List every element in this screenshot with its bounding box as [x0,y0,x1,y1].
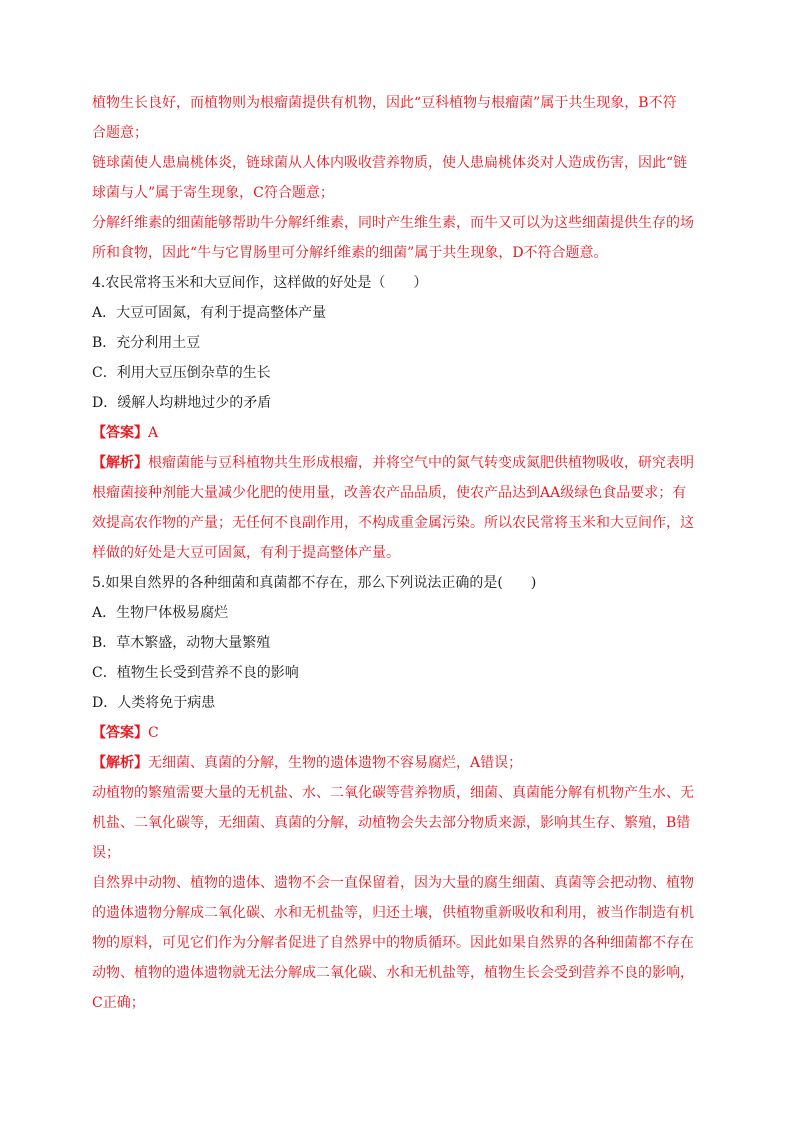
question-stem: 5.如果自然界的各种细菌和真菌都不存在，那么下列说法正确的是( ) [92,575,537,591]
option-b: B．草木繁盛，动物大量繁殖 [92,635,271,651]
answer-line [92,418,712,448]
analysis-line: C正确； [92,995,145,1011]
document-page [92,88,712,1018]
analysis-line: 根瘤菌接种剂能大量减少化肥的使用量，改善农产品品质，使农产品达到AA级绿色食品要求；有 [92,485,687,501]
analysis-line [92,448,712,478]
answer-tag: 【答案】 [92,425,148,441]
analysis-line: 样做的好处是大豆可固氮，有利于提高整体产量。 [92,545,400,561]
option-c: C．利用大豆压倒杂草的生长 [92,365,271,381]
prev-explanation [92,88,712,268]
explanation-line: 链球菌使人患扁桃体炎，链球菌从人体内吸收营养物质，使人患扁桃体炎对人造成伤害，因此“链 [92,155,688,171]
explanation-line: 球菌与人”属于寄生现象，C符合题意； [92,185,334,201]
option-b: B．充分利用土豆 [92,335,201,351]
option-d: D．人类将免于病患 [92,695,216,711]
option-c: C．植物生长受到营养不良的影响 [92,665,299,681]
analysis-text: 根瘤菌能与豆科植物共生形成根瘤，并将空气中的氮气转变成氮肥供植物吸收，研究表明 [148,455,694,471]
analysis-line: 动物、植物的遗体遗物就无法分解成二氧化碳、水和无机盐等，植物生长会受到营养不良的影响， [92,965,694,981]
option-d: D．缓解人均耕地过少的矛盾 [92,395,272,411]
question-4 [92,268,712,568]
analysis-text: 无细菌、真菌的分解，生物的遗体遗物不容易腐烂，A错误； [148,755,523,771]
answer-line [92,718,712,748]
option-a: A．生物尸体极易腐烂 [92,605,229,621]
analysis-line: 误； [92,845,120,861]
analysis-line: 动植物的繁殖需要大量的无机盐、水、二氧化碳等营养物质，细菌、真菌能分解有机物产生水、无 [92,785,694,801]
analysis-line: 物的原料，可见它们作为分解者促进了自然界中的物质循环。因此如果自然界的各种细菌都不存在 [92,935,694,951]
option-a: A．大豆可固氮，有利于提高整体产量 [92,305,327,321]
answer-tag: 【答案】 [92,725,148,741]
analysis-line: 效提高农作物的产量；无任何不良副作用，不构成重金属污染。所以农民常将玉米和大豆间作，这 [92,515,694,531]
analysis-line: 机盐、二氧化碳等，无细菌、真菌的分解，动植物会失去部分物质来源，影响其生存、繁殖，B错 [92,815,691,831]
question-stem: 4.农民常将玉米和大豆间作，这样做的好处是（ ） [92,275,428,291]
explanation-line: 所和食物，因此“牛与它胃肠里可分解纤维素的细菌”属于共生现象，D不符合题意。 [92,245,608,261]
analysis-line: 自然界中动物、植物的遗体、遗物不会一直保留着，因为大量的腐生细菌、真菌等会把动物、植物 [92,875,694,891]
analysis-tag: 【解析】 [92,455,148,471]
answer-value: A [148,425,159,441]
question-5 [92,568,712,1018]
analysis-tag: 【解析】 [92,755,148,771]
explanation-line: 分解纤维素的细菌能够帮助牛分解纤维素，同时产生维生素，而牛又可以为这些细菌提供生存的场 [92,215,694,231]
answer-value: C [148,725,159,741]
explanation-line: 植物生长良好，而植物则为根瘤菌提供有机物，因此“豆科植物与根瘤菌”属于共生现象，B不符 [92,95,677,111]
analysis-line: 的遗体遗物分解成二氧化碳、水和无机盐等，归还土壤，供植物重新吸收和利用，被当作制造有机 [92,905,694,921]
explanation-line: 合题意； [92,125,148,141]
analysis-line [92,748,712,778]
